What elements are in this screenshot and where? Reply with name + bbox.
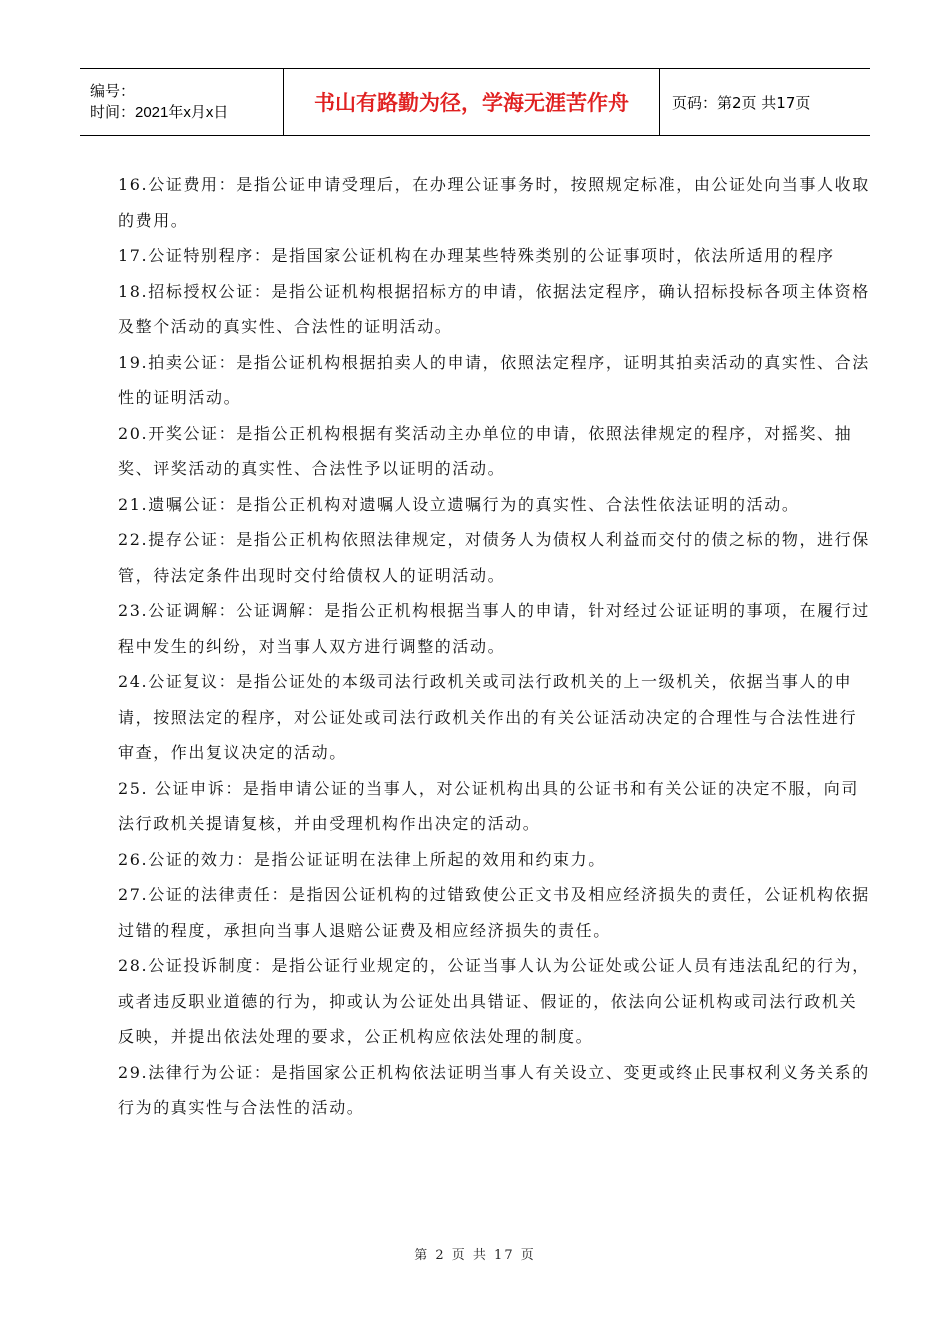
paragraph: 28.公证投诉制度：是指公证行业规定的，公证当事人认为公证处或公证人员有违法乱纪的行为，或者违反职业道德的行为，抑或认为公证处出具错证、假证的，依法向公证机构或司法行政机关反映，并提出依法处理的要求，公正机构应依法处理的制度。 — [118, 956, 870, 1046]
paragraph: 25. 公证申诉：是指申请公证的当事人，对公证机构出具的公证书和有关公证的决定不服，向司法行政机关提请复核，并由受理机构作出决定的活动。 — [118, 778, 859, 833]
document-time-label: 时间：2021年x月x日 — [90, 104, 229, 121]
paragraph: 17.公证特别程序：是指国家公证机构在办理某些特殊类别的公证事项时，依法所适用的程序 — [118, 246, 835, 265]
paragraph: 26.公证的效力：是指公证证明在法律上所起的效用和约束力。 — [118, 849, 606, 869]
paragraph: 23.公证调解：公证调解：是指公正机构根据当事人的申请，针对经过公证证明的事项，在履行过程中发生的纠纷，对当事人双方进行调整的活动。 — [118, 601, 870, 656]
page-footer: 第 2 页 共 17 页 — [414, 1248, 536, 1263]
paragraph: 16.公证费用：是指公证申请受理后，在办理公证事务时，按照规定标准，由公证处向当事人收取的费用。 — [118, 175, 870, 230]
paragraph: 19.拍卖公证：是指公证机构根据拍卖人的申请，依照法定程序，证明其拍卖活动的真实性、合法性的证明活动。 — [118, 352, 870, 407]
paragraph: 22.提存公证：是指公正机构依照法律规定，对债务人为债权人利益而交付的债之标的物，进行保管，待法定条件出现时交付给债权人的证明活动。 — [118, 530, 870, 585]
document-number-label: 编号： — [90, 83, 136, 100]
paragraph: 27.公证的法律责任：是指因公证机构的过错致使公正文书及相应经济损失的责任，公证机构依据过错的程度，承担向当事人退赔公证费及相应经济损失的责任。 — [118, 885, 870, 940]
page-header — [80, 68, 870, 136]
paragraph: 21.遗嘱公证：是指公正机构对遗嘱人设立遗嘱行为的真实性、合法性依法证明的活动。 — [118, 494, 800, 514]
paragraph: 24.公证复议：是指公证处的本级司法行政机关或司法行政机关的上一级机关，依据当事人的申请，按照法定的程序，对公证处或司法行政机关作出的有关公证活动决定的合理性与合法性进行审查，作出复议决定的活动。 — [118, 672, 858, 762]
paragraph: 29.法律行为公证：是指国家公正机构依法证明当事人有关设立、变更或终止民事权利义务关系的行为的真实性与合法性的活动。 — [118, 1062, 870, 1117]
document-body — [118, 167, 872, 1126]
paragraph: 18.招标授权公证：是指公证机构根据招标方的申请，依据法定程序，确认招标投标各项主体资格及整个活动的真实性、合法性的证明活动。 — [118, 281, 870, 336]
header-page-info: 页码：第2页 共17页 — [672, 93, 811, 112]
paragraph: 20.开奖公证：是指公正机构根据有奖活动主办单位的申请，依照法律规定的程序，对摇奖、抽奖、评奖活动的真实性、合法性予以证明的活动。 — [118, 423, 853, 478]
header-meta — [80, 69, 284, 135]
header-motto: 书山有路勤为径，学海无涯苦作舟 — [284, 69, 660, 135]
